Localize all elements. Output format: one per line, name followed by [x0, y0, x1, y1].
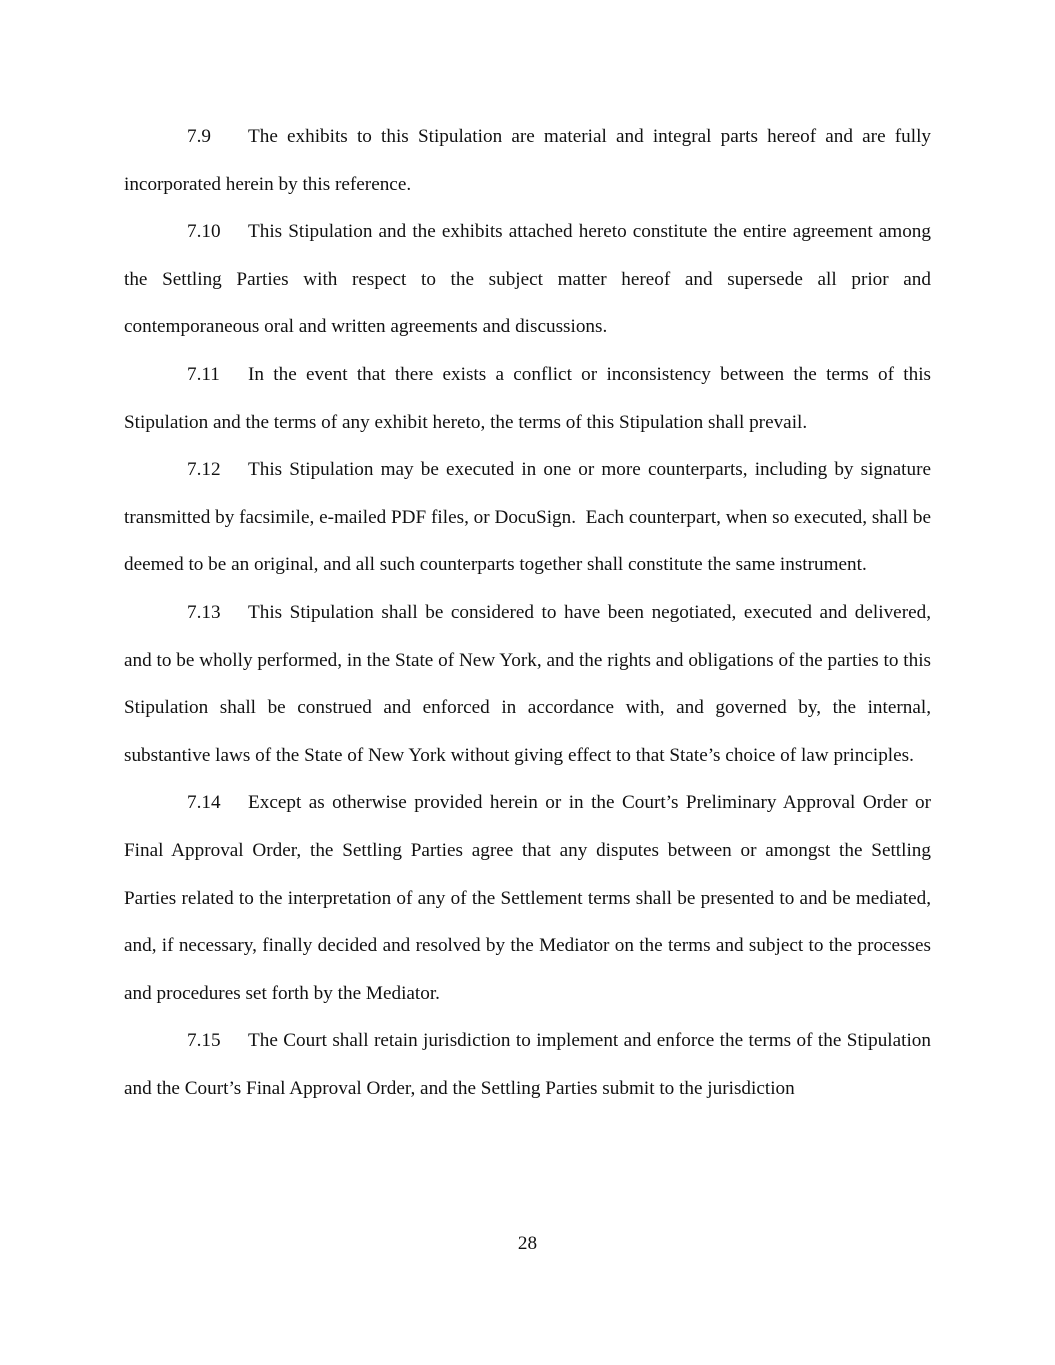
paragraph-7-9 — [124, 113, 936, 208]
paragraph-7-15 — [124, 1017, 936, 1112]
paragraph-7-14 — [124, 779, 936, 1017]
paragraph-text: This Stipulation shall be considered to have been negotiated, executed and delivered, and to be wholly performed, in the State of New York, and the rights and obligations of the parties to this Stipulation shall be construed and enforced in accordance with, and governed by, the internal, substantive laws of the State of New York without giving effect to that State’s choice of law principles. — [124, 601, 936, 766]
paragraph-text: In the event that there exists a conflict or inconsistency between the terms of this Stipulation and the terms of any exhibit hereto, the terms of this Stipulation shall prevail. — [124, 363, 936, 433]
paragraph-number: 7.12 — [187, 459, 221, 481]
paragraph-7-12 — [124, 446, 936, 589]
paragraph-number: 7.11 — [187, 363, 220, 385]
paragraph-text: Except as otherwise provided herein or in the Court’s Preliminary Approval Order or Final Approval Order, the Settling Parties agree that any disputes between or amongst the Settling Parties related to the interpretation of any of the Settlement terms shall be presented to and be mediated, and, if necessary, finally decided and resolved by the Mediator on the terms and subject to the processes and procedures set forth by the Mediator. — [124, 792, 936, 1004]
paragraph-7-11 — [124, 351, 936, 446]
paragraph-7-13 — [124, 589, 936, 779]
paragraph-number: 7.15 — [187, 1030, 221, 1052]
paragraph-text: This Stipulation may be executed in one or more counterparts, including by signature transmitted by facsimile, e-mailed PDF files, or DocuSign. Each counterpart, when so executed, shall be deemed to be an original, and all such counterparts together shall constitute the same instrument. — [124, 459, 936, 576]
paragraph-number: 7.10 — [187, 221, 221, 243]
document-body — [124, 113, 936, 1112]
paragraph-number: 7.9 — [187, 126, 211, 147]
paragraph-text: This Stipulation and the exhibits attached hereto constitute the entire agreement among the Settling Parties with respect to the subject matter hereof and supersede all prior and contemporaneous oral and written agreements and discussions. — [124, 221, 936, 338]
page-number: 28 — [517, 1233, 538, 1254]
paragraph-number: 7.14 — [187, 792, 221, 814]
paragraph-number: 7.13 — [187, 601, 221, 623]
paragraph-text: The exhibits to this Stipulation are material and integral parts hereof and are fully incorporated herein by this reference. — [124, 126, 936, 195]
paragraph-text: The Court shall retain jurisdiction to implement and enforce the terms of the Stipulation and the Court’s Final Approval Order, and the Settling Parties submit to the jurisdiction — [124, 1030, 936, 1099]
paragraph-7-10 — [124, 208, 936, 351]
